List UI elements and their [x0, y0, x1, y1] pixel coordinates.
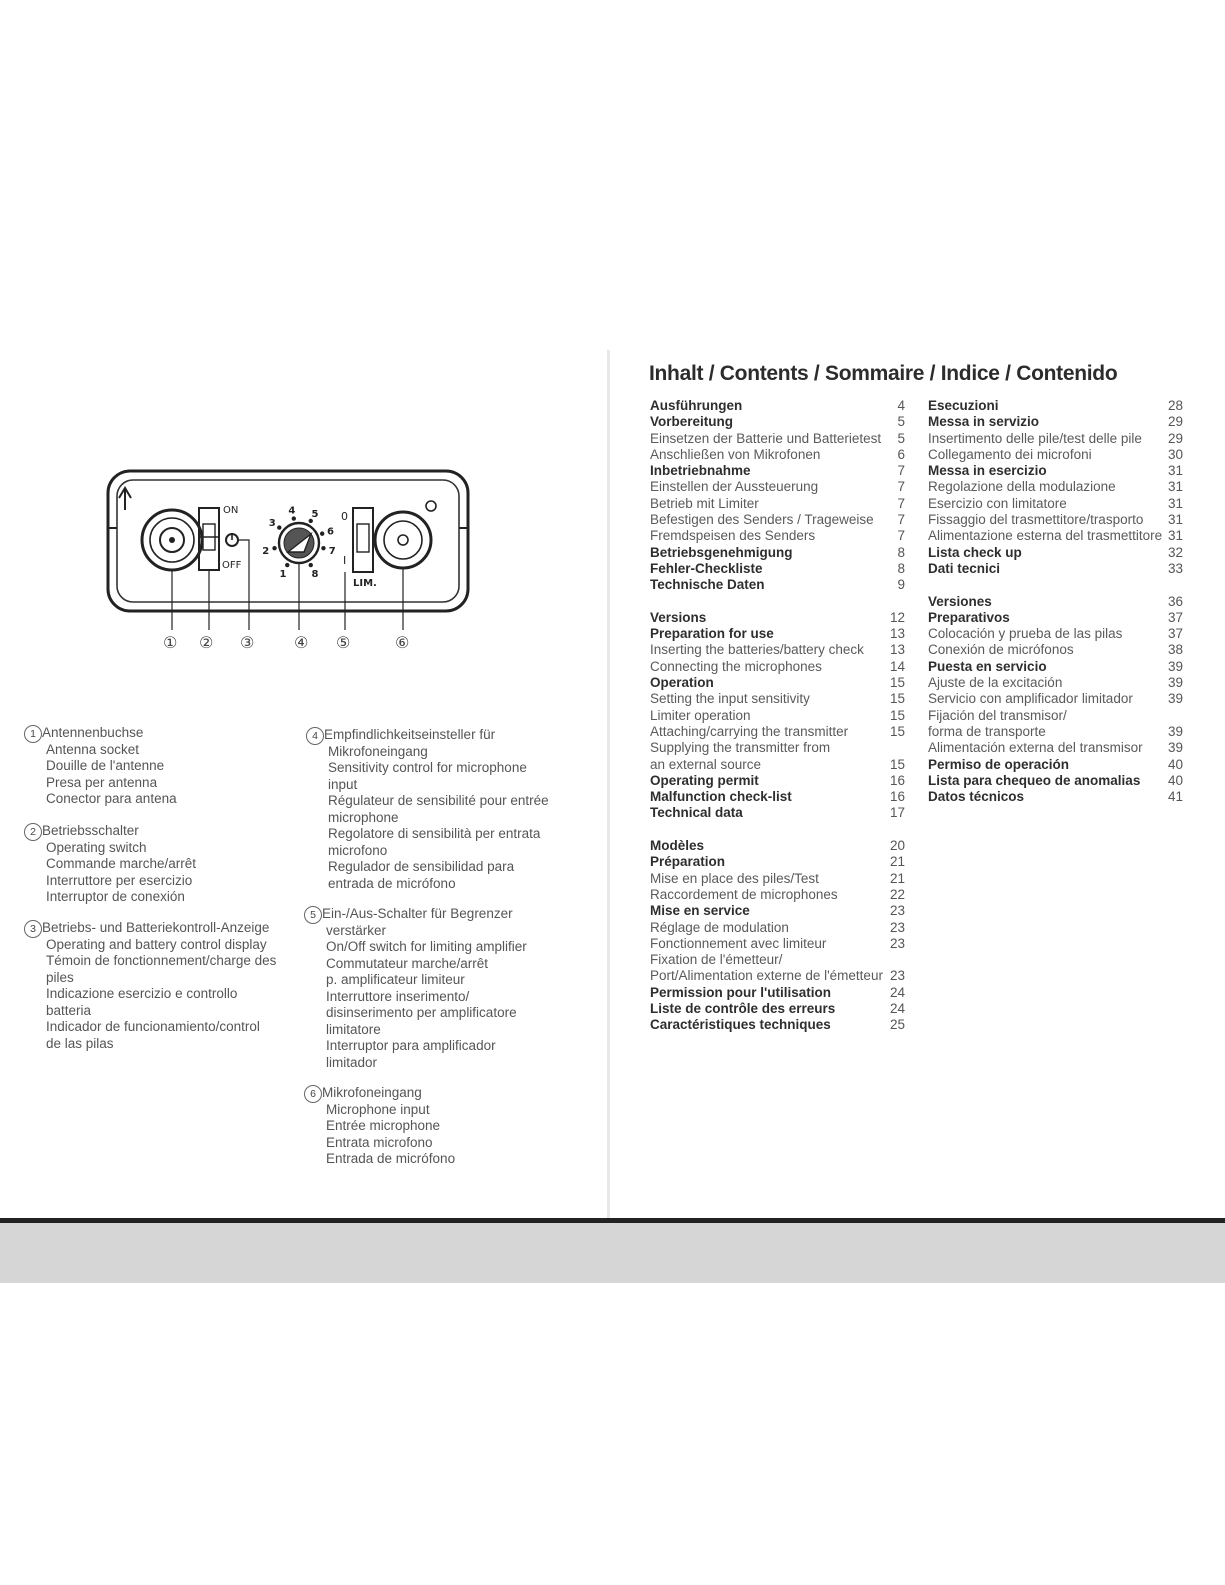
callout-1: ①: [163, 635, 178, 652]
legend-line: Témoin de fonctionnement/charge des: [46, 953, 277, 968]
toc-entry-title: Fehler-Checkliste: [650, 560, 763, 576]
toc-entry-title: Alimentazione esterna del trasmettitore: [928, 528, 1163, 544]
toc-page-number: 13: [889, 642, 905, 658]
toc-entry-title: Insertimento delle pile/test delle pile: [928, 430, 1142, 446]
toc-heading: [928, 414, 1183, 430]
toc-entry: [928, 740, 1183, 756]
legend-line: Interruttore per esercizio: [46, 872, 193, 888]
toc-heading: [650, 1017, 905, 1033]
toc-entry-title: Fonctionnement avec limiteur: [650, 935, 827, 951]
toc-page-number: 4: [897, 398, 905, 413]
toc-heading: [650, 610, 905, 626]
toc-heading: [650, 545, 905, 561]
toc-heading: [928, 659, 1183, 675]
legend-line: On/Off switch for limiting amplifier: [326, 939, 527, 954]
legend-line: microphone: [328, 809, 399, 825]
toc-page-number: 21: [889, 870, 905, 886]
toc-entry-title: Raccordement de microphones: [650, 886, 838, 902]
toc-page-number: 36: [1167, 593, 1183, 609]
toc-entry: [650, 871, 905, 887]
toc-page-number: 37: [1167, 609, 1183, 625]
dial-dot: [309, 563, 313, 567]
toc-page-number: 15: [889, 723, 905, 739]
legend-line: Interruptor de conexión: [46, 889, 185, 904]
toc-entry: [928, 512, 1183, 528]
toc-page-number: 37: [1167, 626, 1183, 642]
toc-page-number: 29: [1167, 430, 1183, 446]
dial-number: 7: [328, 546, 336, 558]
toc-entry: [650, 691, 905, 707]
legend-line: disinserimento per amplificatore: [326, 1005, 517, 1020]
toc-entry-title: Servicio con amplificador limitador: [928, 691, 1133, 707]
contents-title: Inhalt / Contents / Sommaire / Indice / Contenido: [649, 362, 1118, 385]
toc-column-right: [928, 398, 1183, 805]
toc-page-number: 15: [889, 675, 905, 691]
toc-entry: [928, 691, 1183, 707]
toc-entry-title: Lista para chequeo de anomalias: [928, 772, 1141, 788]
toc-heading: [650, 398, 905, 414]
legend-line: microfono: [328, 842, 388, 858]
legend-number: 3: [24, 920, 42, 938]
toc-entry-title: Réglage de modulation: [650, 919, 789, 935]
toc-entry-title: Operating permit: [650, 772, 759, 788]
legend-line: Indicazione esercizio e controllo: [46, 986, 238, 1001]
booklet-spread: [0, 350, 1225, 1280]
legend-line: Regulador de sensibilidad para: [328, 859, 515, 874]
toc-page-number: 31: [1167, 495, 1183, 511]
legend-line: Antenna socket: [46, 741, 140, 757]
toc-page-number: 28: [1167, 398, 1183, 413]
toc-page-number: 12: [889, 609, 905, 625]
legend-item-2: [24, 823, 294, 906]
toc-entry-title: Puesta en servicio: [928, 658, 1047, 674]
legend-line: Régulateur de sensibilité pour entrée: [328, 793, 549, 808]
toc-entry: [650, 724, 905, 740]
toc-page-number: 20: [889, 838, 905, 854]
toc-entry-title: Collegamento dei microfoni: [928, 446, 1092, 462]
toc-entry-title: Technische Daten: [650, 577, 765, 593]
toc-heading: [928, 789, 1183, 805]
legend-line: Indicador de funcionamiento/control: [46, 1019, 260, 1034]
toc-page-number: 41: [1167, 789, 1183, 805]
toc-entry: [650, 952, 905, 968]
toc-page-number: 33: [1167, 560, 1183, 576]
toc-entry-title: Malfunction check-list: [650, 789, 792, 805]
legend-line: Douille de l'antenne: [46, 758, 165, 773]
toc-entry-title: Datos técnicos: [928, 789, 1025, 805]
toc-entry: [650, 512, 905, 528]
legend-line: Interruptor para amplificador: [326, 1038, 496, 1053]
toc-gap: [928, 577, 1183, 593]
legend-line: input: [328, 776, 358, 792]
toc-entry-title: Conexión de micrófonos: [928, 642, 1074, 658]
toc-entry-title: Befestigen des Senders / Trageweise: [650, 512, 874, 528]
toc-page-number: 13: [889, 626, 905, 642]
legend-line: entrada de micrófono: [328, 875, 456, 891]
toc-entry-title: forma de transporte: [928, 723, 1046, 739]
legend-number: 4: [306, 727, 324, 745]
toc-entry-title: Supplying the transmitter from: [650, 740, 831, 756]
legend-line: Commande marche/arrêt: [46, 856, 197, 871]
dial-number: 4: [288, 505, 296, 517]
toc-page-number: 24: [889, 1000, 905, 1016]
toc-entry-title: Permiso de operación: [928, 756, 1070, 772]
toc-heading: [650, 1001, 905, 1017]
legend-line: Conector para antena: [46, 791, 177, 806]
toc-entry-title: Connecting the microphones: [650, 658, 822, 674]
toc-entry: [650, 740, 905, 756]
toc-entry-title: Messa in esercizio: [928, 463, 1047, 479]
toc-entry-title: Preparation for use: [650, 626, 774, 642]
toc-entry-title: Messa in servizio: [928, 414, 1040, 430]
legend-number: 2: [24, 823, 42, 841]
toc-entry-title: Caractéristiques techniques: [650, 1017, 831, 1033]
toc-heading: [650, 577, 905, 593]
toc-entry-title: Permission pour l'utilisation: [650, 984, 831, 1000]
toc-heading: [928, 398, 1183, 414]
toc-heading: [650, 838, 905, 854]
toc-page-number: 22: [889, 886, 905, 902]
legend-line: Microphone input: [326, 1101, 430, 1117]
toc-heading: [928, 757, 1183, 773]
toc-entry-title: Ajuste de la excitación: [928, 675, 1063, 691]
callout-2: ②: [199, 635, 214, 652]
toc-heading: [928, 545, 1183, 561]
toc-entry-title: Modèles: [650, 838, 705, 854]
toc-entry-title: Mise en service: [650, 903, 750, 919]
off-label: OFF: [222, 560, 242, 571]
toc-page-number: 39: [1167, 675, 1183, 691]
toc-entry: [650, 659, 905, 675]
toc-page-number: 39: [1167, 691, 1183, 707]
toc-entry: [650, 642, 905, 658]
toc-gap: [650, 822, 905, 838]
toc-page-number: 30: [1167, 446, 1183, 462]
toc-heading: [650, 561, 905, 577]
toc-heading: [650, 985, 905, 1001]
dial-dot: [292, 516, 296, 520]
toc-page-number: 39: [1167, 723, 1183, 739]
toc-page-number: 15: [889, 691, 905, 707]
toc-entry: [928, 447, 1183, 463]
legend-item-3: [24, 920, 294, 1052]
limiter-switch-drawing: [353, 508, 373, 572]
toc-page-number: 8: [897, 560, 905, 576]
toc-entry-title: Fijación del transmisor/: [928, 707, 1067, 723]
toc-column-left: [650, 398, 905, 1034]
dial-number: 6: [327, 526, 334, 538]
toc-entry-title: Betriebsgenehmigung: [650, 544, 793, 560]
toc-entry-title: Esecuzioni: [928, 398, 999, 413]
toc-page-number: 23: [889, 903, 905, 919]
scan-background-strip: [0, 1223, 1225, 1283]
dial-number: 8: [311, 569, 319, 581]
toc-page-number: 23: [889, 968, 905, 984]
toc-heading: [650, 805, 905, 821]
toc-entry: [650, 936, 905, 952]
dial-dot: [272, 546, 276, 550]
toc-page-number: 16: [889, 789, 905, 805]
toc-entry: [650, 968, 905, 984]
toc-entry-title: Inserting the batteries/battery check: [650, 642, 864, 658]
toc-entry-title: Limiter operation: [650, 707, 751, 723]
toc-entry-title: Dati tecnici: [928, 560, 1001, 576]
legend-line: Entrée microphone: [326, 1118, 441, 1133]
toc-entry-title: Anschließen von Mikrofonen: [650, 446, 821, 462]
toc-entry-title: Fixation de l'émetteur/: [650, 952, 783, 968]
legend-line: Operating and battery control display: [46, 936, 267, 952]
toc-entry-title: Port/Alimentation externe de l'émetteur: [650, 968, 883, 984]
toc-page-number: 25: [889, 1017, 905, 1033]
toc-page-number: 9: [897, 577, 905, 593]
legend-item-1: [24, 725, 294, 808]
toc-entry-title: an external source: [650, 756, 762, 772]
toc-entry: [650, 528, 905, 544]
left-page: [0, 350, 610, 1230]
toc-entry-title: Regolazione della modulazione: [928, 479, 1116, 495]
toc-heading: [650, 773, 905, 789]
lim-label: LIM.: [353, 578, 377, 589]
toc-entry-title: Lista check up: [928, 544, 1022, 560]
toc-heading: [650, 414, 905, 430]
legend-line: Mikrofoneingang: [328, 743, 428, 759]
toc-page-number: 15: [889, 756, 905, 772]
toc-heading: [650, 675, 905, 691]
legend-item-6: [304, 1085, 574, 1168]
toc-entry: [928, 431, 1183, 447]
toc-entry: [928, 479, 1183, 495]
toc-entry-title: Inbetriebnahme: [650, 463, 751, 479]
legend-line: Entrada de micrófono: [326, 1151, 456, 1166]
legend-item-5: [304, 906, 574, 1071]
legend-item-4: [306, 727, 576, 892]
toc-entry: [928, 626, 1183, 642]
legend-number: 5: [304, 906, 322, 924]
toc-page-number: 24: [889, 984, 905, 1000]
toc-entry-title: Liste de contrôle des erreurs: [650, 1000, 836, 1016]
legend-line: Mikrofoneingang: [322, 1085, 422, 1100]
toc-page-number: 21: [889, 854, 905, 870]
legend-line: Entrata microfono: [326, 1134, 433, 1150]
toc-heading: [928, 773, 1183, 789]
toc-entry: [928, 724, 1183, 740]
toc-page-number: 40: [1167, 772, 1183, 788]
toc-heading: [928, 594, 1183, 610]
toc-page-number: 7: [897, 479, 905, 495]
toc-page-number: 23: [889, 919, 905, 935]
legend-number: 1: [24, 725, 42, 743]
toc-heading: [650, 854, 905, 870]
toc-page-number: 39: [1167, 658, 1183, 674]
toc-page-number: 31: [1167, 479, 1183, 495]
toc-page-number: 40: [1167, 756, 1183, 772]
toc-entry-title: Fissaggio del trasmettitore/trasporto: [928, 512, 1144, 528]
dial-number: 2: [262, 546, 270, 558]
toc-page-number: 17: [889, 805, 905, 821]
toc-entry: [928, 496, 1183, 512]
toc-entry-title: Versions: [650, 609, 707, 625]
toc-page-number: 29: [1167, 414, 1183, 430]
dial-number: 5: [311, 508, 319, 520]
toc-entry: [650, 447, 905, 463]
toc-heading: [650, 463, 905, 479]
legend-line: limitador: [326, 1054, 378, 1070]
legend-line: Betriebs- und Batteriekontroll-Anzeige: [42, 920, 270, 935]
toc-entry: [928, 642, 1183, 658]
toc-entry-title: Attaching/carrying the transmitter: [650, 723, 849, 739]
toc-entry-title: Préparation: [650, 854, 726, 870]
limiter-off-label: 0: [341, 510, 348, 523]
legend-line: Operating switch: [46, 839, 147, 855]
dial-dot: [285, 563, 289, 567]
toc-page-number: 7: [897, 463, 905, 479]
toc-entry: [928, 708, 1183, 724]
legend-line: Ein-/Aus-Schalter für Begrenzer: [322, 906, 513, 921]
legend-line: de las pilas: [46, 1035, 114, 1051]
toc-entry: [650, 496, 905, 512]
toc-entry-title: Einsetzen der Batterie und Batterietest: [650, 430, 882, 446]
toc-entry: [650, 431, 905, 447]
legend-line: Commutateur marche/arrêt: [326, 955, 489, 971]
toc-page-number: 5: [897, 430, 905, 446]
toc-page-number: 5: [897, 414, 905, 430]
toc-entry: [650, 479, 905, 495]
legend-line: batteria: [46, 1002, 92, 1018]
toc-page-number: 16: [889, 772, 905, 788]
toc-entry-title: Ausführungen: [650, 398, 743, 413]
legend-line: Betriebsschalter: [42, 823, 139, 838]
toc-page-number: 31: [1167, 512, 1183, 528]
toc-page-number: 39: [1167, 740, 1183, 756]
toc-page-number: 7: [897, 512, 905, 528]
toc-page-number: 31: [1167, 463, 1183, 479]
toc-entry-title: Fremdspeisen des Senders: [650, 528, 816, 544]
legend-line: Sensitivity control for microphone: [328, 760, 527, 775]
callout-3: ③: [240, 635, 255, 652]
dial-dot: [321, 546, 325, 550]
dial-dot: [277, 525, 281, 529]
toc-heading: [928, 463, 1183, 479]
toc-page-number: 7: [897, 495, 905, 511]
toc-heading: [650, 903, 905, 919]
toc-entry-title: Operation: [650, 675, 714, 691]
toc-page-number: 32: [1167, 544, 1183, 560]
toc-page-number: 23: [889, 935, 905, 951]
on-label: ON: [223, 505, 239, 516]
toc-heading: [650, 626, 905, 642]
legend-line: Empfindlichkeitseinsteller für: [324, 727, 496, 742]
transmitter-panel-drawing: [105, 468, 475, 658]
legend-line: Antennenbuchse: [42, 725, 144, 740]
toc-heading: [928, 561, 1183, 577]
callout-5: ⑤: [336, 635, 351, 652]
toc-page-number: 38: [1167, 642, 1183, 658]
legend-line: piles: [46, 969, 74, 985]
dial-number: 1: [279, 569, 287, 581]
toc-entry-title: Alimentación externa del transmisor: [928, 740, 1143, 756]
legend-line: limitatore: [326, 1021, 381, 1037]
toc-entry: [928, 675, 1183, 691]
toc-entry: [650, 887, 905, 903]
toc-entry-title: Mise en place des piles/Test: [650, 870, 819, 886]
legend-line: Presa per antenna: [46, 774, 158, 790]
toc-entry-title: Versiones: [928, 593, 992, 609]
toc-page-number: 14: [889, 658, 905, 674]
callout-6: ⑥: [395, 635, 410, 652]
toc-page-number: 8: [897, 544, 905, 560]
right-page: [610, 350, 1225, 1230]
toc-entry-title: Setting the input sensitivity: [650, 691, 810, 707]
toc-page-number: 31: [1167, 528, 1183, 544]
toc-entry-title: Betrieb mit Limiter: [650, 495, 759, 511]
toc-page-number: 15: [889, 707, 905, 723]
toc-page-number: 6: [897, 446, 905, 462]
toc-entry-title: Colocación y prueba de las pilas: [928, 626, 1123, 642]
dial-dot: [320, 531, 324, 535]
toc-gap: [650, 594, 905, 610]
legend-line: Regolatore di sensibilità per entrata: [328, 826, 541, 841]
legend-line: Interruttore inserimento/: [326, 988, 470, 1004]
toc-page-number: 7: [897, 528, 905, 544]
dial-number: 3: [268, 518, 276, 530]
toc-entry-title: Preparativos: [928, 609, 1010, 625]
legend-line: p. amplificateur limiteur: [326, 972, 465, 987]
limiter-on-label: I: [343, 554, 347, 567]
toc-entry: [650, 757, 905, 773]
toc-entry-title: Esercizio con limitatore: [928, 495, 1067, 511]
toc-entry: [650, 708, 905, 724]
callout-4: ④: [294, 635, 309, 652]
toc-entry: [650, 920, 905, 936]
toc-heading: [650, 789, 905, 805]
toc-entry-title: Einstellen der Aussteuerung: [650, 479, 819, 495]
legend-number: 6: [304, 1085, 322, 1103]
toc-entry-title: Vorbereitung: [650, 414, 734, 430]
toc-entry: [928, 528, 1183, 544]
toc-heading: [928, 610, 1183, 626]
legend-line: verstärker: [326, 922, 387, 938]
toc-entry-title: Technical data: [650, 805, 743, 821]
